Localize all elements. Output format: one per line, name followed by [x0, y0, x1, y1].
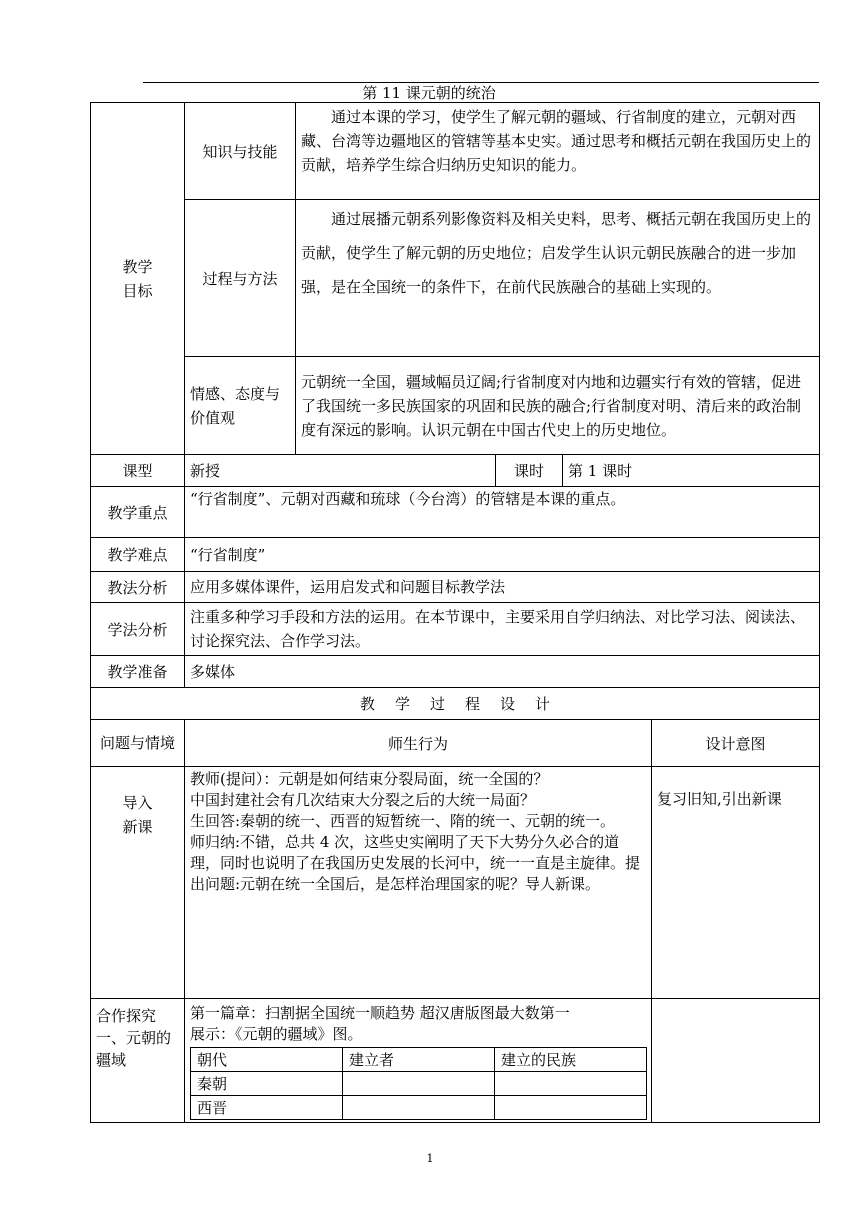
explore-content	[185, 999, 652, 1123]
page-number: 1	[426, 1152, 434, 1165]
lesson-plan-table	[90, 102, 820, 1123]
page-title: 第 11 课元朝的统治	[362, 84, 496, 102]
learning-method-value: 注重多种学习手段和方法的运用。在本节课中，主要采用自学归纳法、对比学习法、阅读法、讨论探究法、合作学习法。	[185, 603, 820, 656]
difficulty-label: 教学难点	[91, 538, 185, 572]
preparation-label: 教学准备	[91, 656, 185, 688]
dynasty-table-cell	[343, 1072, 495, 1096]
explore-intent	[652, 999, 820, 1123]
key-points-value: “行省制度”、元朝对西藏和琉球（今台湾）的管辖是本课的重点。	[185, 487, 820, 538]
attitude-text: 元朝统一全国，疆域幅员辽阔;行省制度对内地和边疆实行有效的管辖，促进了我国统一多民族国家的巩固和民族的融合;行省制度对明、清后来的政治制度有深远的影响。认识元朝在中国古代史上的历史地位。	[296, 357, 820, 455]
period-value: 第 1 课时	[563, 455, 820, 487]
knowledge-text: 通过本课的学习，使学生了解元朝的疆域、行省制度的建立，元朝对西藏、台湾等边疆地区的管辖等基本史实。通过思考和概括元朝在我国历史上的贡献，培养学生综合归纳历史知识的能力。	[296, 103, 820, 200]
teaching-method-value: 应用多媒体课件，运用启发式和问题目标教学法	[185, 572, 820, 603]
intro-content	[185, 767, 652, 999]
header-situation: 问题与情境	[91, 720, 185, 767]
dynasty-table-cell	[495, 1096, 647, 1120]
intro-line: 教师(提问）：元朝是如何结束分裂局面，统一全国的？	[190, 770, 549, 788]
dynasty-table-header: 建立的民族	[495, 1048, 647, 1072]
intro-line: 师归纳:不错，总共 4 次，这些史实阐明了天下大势分久必合的道理，同时也说明了在我国历史发展的长河中，统一一直是主旋律。提出问题:元朝在统一全国后，是怎样治理国家的呢？导人新课。	[190, 833, 641, 893]
dynasty-table-header: 建立者	[343, 1048, 495, 1072]
process-method-text: 通过展播元朝系列影像资料及相关史料，思考、概括元朝在我国历史上的贡献，使学生了解元朝的历史地位；启发学生认识元朝民族融合的进一步加强，是在全国统一的条件下，在前代民族融合的基础上实现的。	[296, 200, 820, 357]
knowledge-label: 知识与技能	[185, 103, 296, 200]
dynasty-table	[190, 1047, 647, 1120]
period-label: 课时	[496, 455, 563, 487]
intro-label: 导入 新课	[91, 767, 185, 999]
learning-method-label: 学法分析	[91, 603, 185, 656]
dynasty-table-cell	[495, 1072, 647, 1096]
lesson-type-label: 课型	[91, 455, 185, 487]
process-method-label: 过程与方法	[185, 200, 296, 357]
header-actions: 师生行为	[185, 720, 652, 767]
key-points-label: 教学重点	[91, 487, 185, 538]
preparation-value: 多媒体	[185, 656, 820, 688]
dynasty-table-cell: 西晋	[191, 1096, 343, 1120]
dynasty-table-cell: 秦朝	[191, 1072, 343, 1096]
explore-label: 合作探究一、元朝的疆域	[91, 999, 185, 1123]
intro-line: 生回答:秦朝的统一、西晋的短暂统一、隋的统一、元朝的统一。	[190, 812, 616, 830]
explore-line: 展示：《元朝的疆域》图。	[190, 1025, 363, 1043]
explore-line: 第一篇章：扫割据全国统一顺趋势 超汉唐版图最大数第一	[190, 1004, 570, 1022]
intro-intent: 复习旧知,引出新课	[652, 767, 820, 999]
lesson-type-value: 新授	[185, 455, 496, 487]
dynasty-table-header: 朝代	[191, 1048, 343, 1072]
attitude-label: 情感、态度与价值观	[185, 357, 296, 455]
header-intent: 设计意图	[652, 720, 820, 767]
dynasty-table-cell	[343, 1096, 495, 1120]
difficulty-value: “行省制度”	[185, 538, 820, 572]
intro-line: 中国封建社会有几次结束大分裂之后的大统一局面？	[190, 791, 536, 809]
header-rule	[143, 82, 819, 83]
teaching-method-label: 教法分析	[91, 572, 185, 603]
process-design-title: 教学过程设计	[91, 688, 820, 720]
objectives-label: 教学 目标	[91, 103, 185, 455]
